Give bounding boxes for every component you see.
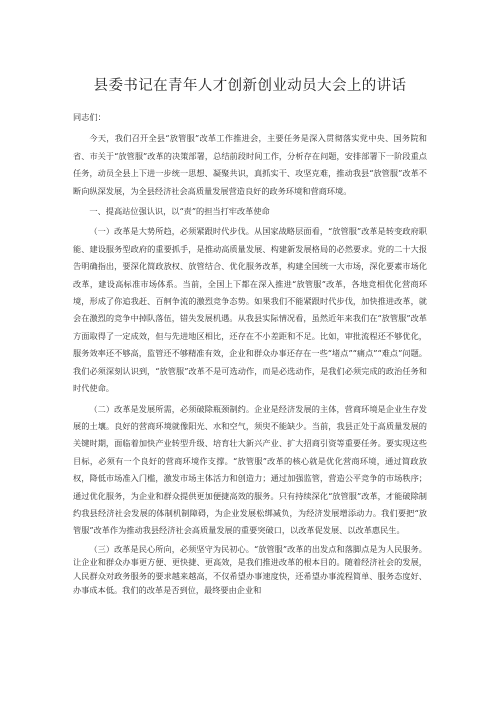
paragraph-intro: 今天，我们召开全县“放管服”改革工作推进会，主要任务是深入贯彻落实党中央、国务院和省、市关于“放管服”改革的决策部署，总结前段时间工作，分析存在问题，安排部署下一阶段重点任务，动员全县上下进一步统一思想、凝聚共识，真抓实干、攻坚克难，推动我县“放管服”改革不断向纵深发展，为全县经济社会高质量发展营造良好的政务环境和营商环境。 (73, 133, 427, 196)
document-body (73, 109, 427, 597)
greeting: 同志们： (73, 112, 106, 122)
paragraph-1: （一）改革是大势所趋，必须紧跟时代步伐。从国家战略层面看，“放管服”改革是转变政府职能、建设服务型政府的重要抓手，是推动高质量发展、构建新发展格局的必然要求。党的二十大报告明确指出，要深化简政放权、放管结合、优化服务改革，构建全国统一大市场，深化要素市场化改革，建设高标准市场体系。当前，全国上下都在深入推进“放管服”改革，各地竞相优化营商环境，形成了你追我赶、百舸争流的激烈竞争态势。如果我们不能紧跟时代步伐，加快推进改革，就会在激烈的竞争中掉队落伍，错失发展机遇。从我县实际情况看，虽然近年来我们在“放管服”改革方面取得了一定成效，但与先进地区相比，还存在不小差距和不足。比如，审批流程还不够优化，服务效率还不够高，监管还不够精准有效，企业和群众办事还存在一些“堵点”“痛点”“难点”问题。我们必须深刻认识到，“放管服”改革不是可选动作，而是必选动作，是我们必须完成的政治任务和时代使命。 (73, 226, 427, 394)
section-heading-1: 一、提高站位强认识，以“责”的担当打牢改革使命 (89, 206, 270, 217)
document-title: 县委书记在青年人才创新创业动员大会上的讲话 (93, 78, 407, 94)
paragraph-3: （三）改革是民心所向，必须坚守为民初心。“放管服”改革的出发点和落脚点是为人民服务。让企业和群众办事更方便、更快捷、更高效，是我们推进改革的根本目的。随着经济社会的发展，人民群众对政务服务的要求越来越高，不仅希望办事速度快，还希望办事流程简单、服务态度好、办事成本低。我们的改革是否到位，最终要由企业和 (73, 543, 427, 595)
paragraph-2: （二）改革是发展所需，必须破除瓶颈制约。企业是经济发展的主体，营商环境是企业生存发展的土壤。良好的营商环境就像阳光、水和空气，须臾不能缺少。当前，我县正处于高质量发展的关键时期，面临着加快产业转型升级、培育壮大新兴产业、扩大招商引资等重要任务。要实现这些目标，必须有一个良好的营商环境作支撑。“放管服”改革的核心就是优化营商环境，通过简政放权，降低市场准入门槛，激发市场主体活力和创造力；通过加强监管，营造公平竞争的市场秩序；通过优化服务，为企业和群众提供更加便捷高效的服务。只有持续深化“放管服”改革，才能破除制约我县经济社会发展的体制机制障碍，为企业发展松绑减负，为经济发展增添动力。我们要把“放管服”改革作为推动我县经济社会高质量发展的重要突破口，以改革促发展、以改革惠民生。 (73, 403, 427, 536)
